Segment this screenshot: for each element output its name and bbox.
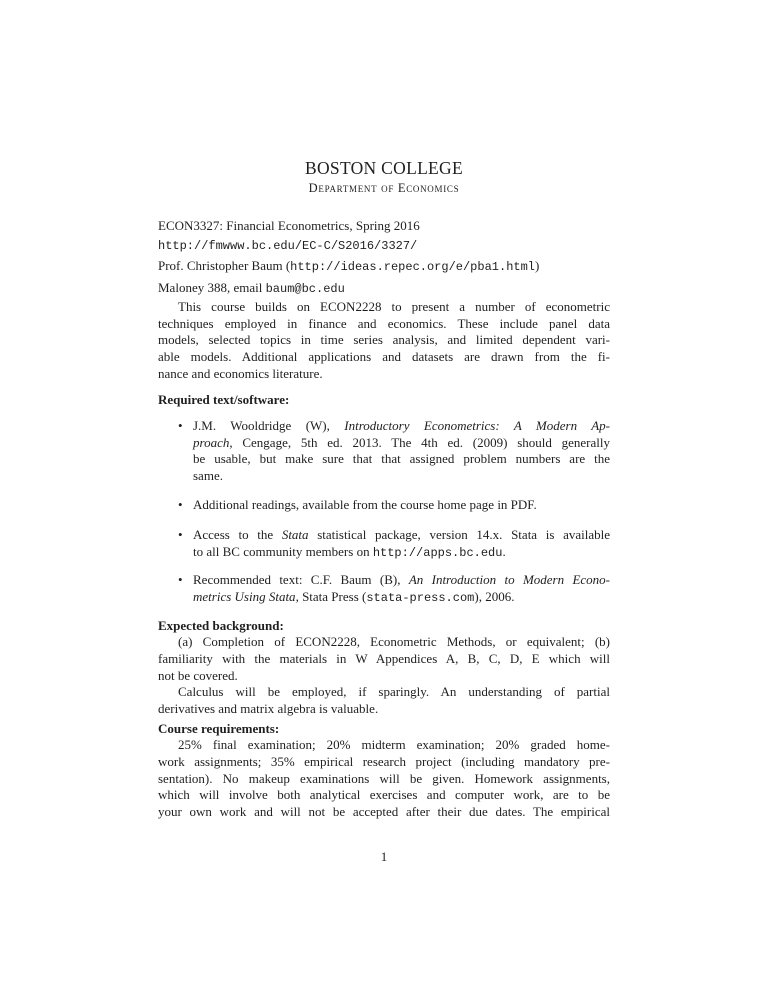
text-run: . <box>502 543 506 559</box>
text-run: Calculus will be employed, if sparingly. An understanding of partial <box>178 684 610 700</box>
bullet-icon: • <box>178 496 183 512</box>
text-line <box>193 435 610 452</box>
text-line <box>158 316 610 333</box>
course-info-block <box>158 216 610 299</box>
text-run: familiarity with the materials in W Appendices A, B, C, D, E which will <box>158 650 610 666</box>
text-run: , Stata Press ( <box>295 589 367 605</box>
text-line <box>158 349 610 366</box>
text-line <box>158 684 610 701</box>
text-run: techniques employed in finance and economics. These include panel data <box>158 315 610 331</box>
page-content <box>158 0 610 865</box>
text-run: ), 2006. <box>474 589 515 605</box>
link-text[interactable]: http://apps.bc.edu <box>372 545 503 560</box>
text-line <box>193 544 610 562</box>
bullet-text <box>193 572 610 607</box>
text-line <box>158 216 610 235</box>
section-heading-expected-background: Expected background: <box>158 617 284 633</box>
text-run: This course builds on ECON2228 to present a number of econometric <box>178 298 610 314</box>
text-run: 25% final examination; 20% midterm examination; 20% graded home- <box>178 736 610 752</box>
document-subtitle: Department of Economics <box>308 181 460 195</box>
text-line <box>158 668 610 685</box>
text-run: , Cengage, 5th ed. 2013. The 4th ed. (2009) should generally <box>229 434 610 450</box>
text-run: (a) Completion of ECON2228, Econometric Methods, or equivalent; (b) <box>178 633 610 649</box>
text-run: able models. Additional applications and datasets are drawn from the fi- <box>158 349 610 365</box>
text-line <box>158 804 610 821</box>
section-heading-course-requirements: Course requirements: <box>158 720 280 736</box>
text-run: ) <box>535 258 540 274</box>
bullet-list <box>158 418 610 607</box>
text-run: Prof. Christopher Baum ( <box>158 258 291 274</box>
text-line <box>193 468 610 485</box>
bullet-icon: • <box>178 526 183 542</box>
text-run: Stata <box>281 526 309 542</box>
link-text[interactable]: baum@bc.edu <box>265 281 345 296</box>
text-line <box>193 451 610 468</box>
background-paragraph-2 <box>158 684 610 718</box>
text-run: nance and economics literature. <box>158 366 323 381</box>
bullet-item-baum-text <box>158 572 610 607</box>
text-line <box>193 527 610 544</box>
text-run: be usable, but make sure that that assigned problem numbers are the <box>193 451 610 467</box>
text-line <box>158 754 610 771</box>
text-line <box>193 497 610 514</box>
text-run: sentation). No makeup examinations will be given. Homework assignments, <box>158 770 610 786</box>
text-run: An Introduction to Modern Econo- <box>408 572 610 588</box>
text-run: same. <box>193 468 223 484</box>
text-run: Access to the <box>193 526 282 542</box>
bullet-text <box>193 527 610 562</box>
bullet-icon: • <box>178 417 183 433</box>
text-line <box>193 589 610 607</box>
text-line <box>158 332 610 349</box>
link-text[interactable]: stata-press.com <box>366 591 475 606</box>
text-run: Additional readings, available from the course home page in PDF. <box>193 496 537 512</box>
text-run: your own work and will not be accepted after their due dates. The empirical <box>158 804 610 820</box>
bullet-icon: • <box>178 572 183 588</box>
text-line <box>158 701 610 718</box>
text-run: which will involve both analytical exercises and computer work, are to be <box>158 787 610 803</box>
text-line <box>158 366 610 383</box>
link-text[interactable]: http://ideas.repec.org/e/pba1.html <box>290 260 535 275</box>
text-line <box>158 634 610 651</box>
text-run: models, selected topics in time series analysis, and limited dependent vari- <box>158 332 610 348</box>
text-line <box>193 572 610 589</box>
text-run: J.M. Wooldridge (W), <box>193 417 345 433</box>
text-line <box>158 278 610 299</box>
text-line <box>158 651 610 668</box>
text-line <box>158 787 610 804</box>
text-run: work assignments; 35% empirical research project (including mandatory pre- <box>158 753 610 769</box>
text-line <box>158 737 610 754</box>
text-run: not be covered. <box>158 667 238 683</box>
page-number: 1 <box>380 848 388 864</box>
text-line <box>193 418 610 435</box>
background-paragraph-1 <box>158 634 610 684</box>
text-line <box>158 299 610 316</box>
text-run: proach <box>193 434 230 450</box>
document-title: BOSTON COLLEGE <box>305 158 463 178</box>
bullet-item-readings <box>158 497 610 514</box>
text-run: Recommended text: C.F. Baum (B), <box>193 572 409 588</box>
text-line <box>158 256 610 277</box>
bullet-text <box>193 497 610 514</box>
intro-paragraph <box>158 299 610 383</box>
link-text[interactable]: http://fmwww.bc.edu/EC-C/S2016/3327/ <box>158 239 418 254</box>
text-run: Introductory Econometrics: A Modern Ap- <box>344 417 610 433</box>
text-line <box>158 771 610 788</box>
text-run: derivatives and matrix algebra is valuable. <box>158 701 379 717</box>
bullet-item-stata <box>158 527 610 562</box>
text-run: to all BC community members on <box>193 543 373 559</box>
requirements-paragraph <box>158 737 610 821</box>
section-heading-required-text: Required text/software: <box>158 391 290 407</box>
bullet-text <box>193 418 610 485</box>
text-line <box>158 235 610 256</box>
bullet-item-wooldridge <box>158 418 610 485</box>
text-run: Maloney 388, email <box>158 279 266 295</box>
text-run: statistical package, version 14.x. Stata is available <box>308 526 610 542</box>
text-run: metrics Using Stata <box>193 589 296 605</box>
text-run: ECON3327: Financial Econometrics, Spring 2016 <box>158 218 420 233</box>
